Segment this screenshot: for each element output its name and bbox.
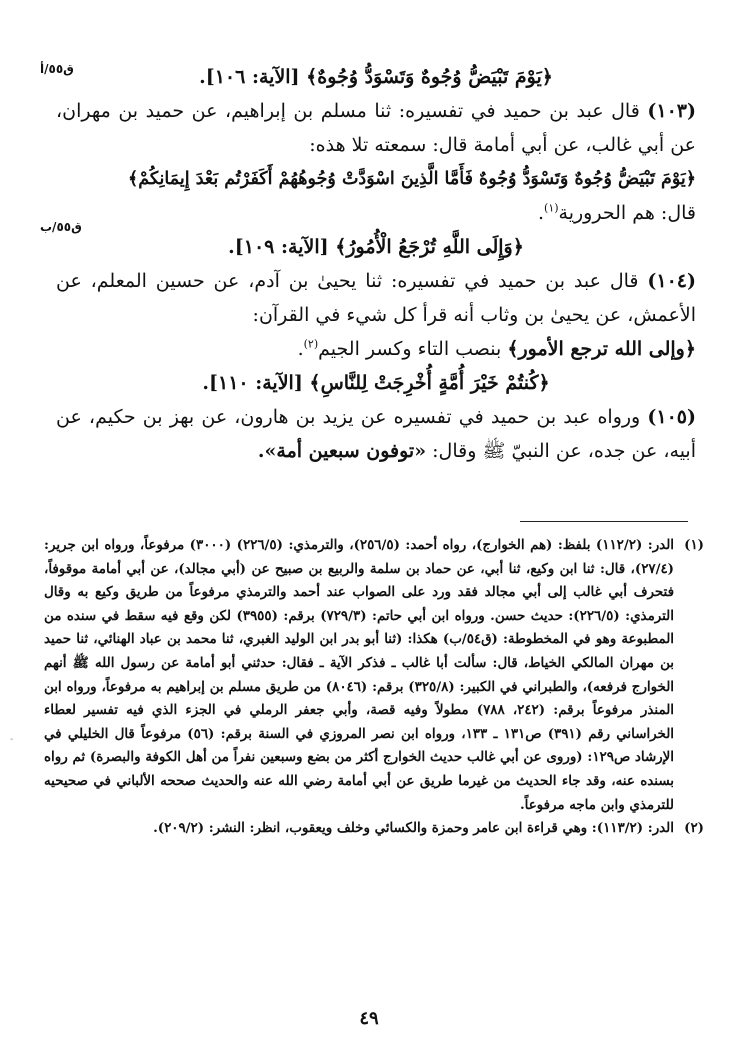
hadith-number: (١٠٥): [647, 406, 696, 428]
margin-note-folio-b: ق٥٥/ب: [40, 220, 82, 234]
commentary-text: قال: هم الحرورية: [558, 202, 696, 224]
paragraph-103: [56, 94, 696, 162]
paragraph-text: قال عبد بن حميد في تفسيره: ثنا مسلم بن إبراهيم، عن حميد بن مهران، عن أبي غالب، عن أبي أمامة قال: سمعته تلا هذه:: [56, 100, 696, 156]
quran-quote: ﴿يَوْمَ تَبْيَضُّ وُجُوهٌ وَتَسْوَدُّ وُجُوهٌ فَأَمَّا الَّذِينَ اسْوَدَّتْ وُجُوهُهُمْ أَكَفَرْتُم بَعْدَ إِيمَانِكُمْ﴾: [127, 169, 696, 189]
footnote-text: الدر: (١١٣/٢): وهي قراءة ابن عامر وحمزة والكسائي وخلف ويعقوب، انظر: النشر: (٢٠٩/٢).: [153, 820, 674, 837]
ayah-heading-109: ﴿وَإِلَى اللَّهِ تُرْجَعُ الْأُمُورُ﴾ [الآية: ١٠٩].: [228, 236, 524, 258]
main-text: [56, 60, 696, 468]
ayah-heading-110: ﴿كُنتُمْ خَيْرَ أُمَّةٍ أُخْرِجَتْ لِلنَّاسِ﴾ [الآية: ١١٠].: [202, 372, 550, 394]
quran-quote: ﴿وإلى الله ترجع الأمور﴾: [507, 338, 696, 360]
ayah-heading-106: ﴿يَوْمَ تَبْيَضُّ وُجُوهٌ وَتَسْوَدُّ وُجُوهٌ﴾ [الآية: ١٠٦].: [199, 66, 553, 88]
reading-line: ﴿وإلى الله ترجع الأمور﴾ بنصب التاء وكسر الجيم$^{(٢)}$.: [297, 337, 696, 360]
hadith-number: (١٠٣): [647, 100, 696, 122]
hadith-quote: «توفون سبعين أمة».: [257, 440, 427, 462]
commentary-line: قال: هم الحرورية$^{(١)}$.: [537, 201, 696, 224]
paragraph-text: قال عبد بن حميد في تفسيره: ثنا يحيىٰ بن آدم، عن حسين المعلم، عن الأعمش، عن يحيىٰ بن وثاب أنه قرأ كل شيء في القرآن:: [56, 270, 696, 326]
footnote-separator: [520, 521, 688, 522]
paragraph-104: [56, 264, 696, 332]
footnote-number: (٢): [684, 820, 704, 837]
paragraph-105: [56, 400, 696, 468]
paragraph-text: ورواه عبد بن حميد في تفسيره عن يزيد بن هارون، عن بهز بن حكيم، عن أبيه، عن جده، عن النبيّ ﷺ وقال:: [56, 406, 696, 462]
hadith-number: (١٠٤): [647, 270, 696, 292]
footnote-ref-1[interactable]: (١): [544, 201, 559, 215]
footnote-text: الدر: (١١٢/٢) بلفظ: (هم الخوارج)، رواه أحمد: (٢٥٦/٥)، والترمذي: (٢٢٦/٥) (٣٠٠٠) مرفوعاً، ورواه ابن جرير: (٢٧/٤)، قال: ثنا ابن وكيع، ثنا أبي، عن حماد بن سلمة والربيع بن صبيح عن (أبي مجالد)، عن أبي أمامة موقوفاً، فتحرف أبي غالب إلى أبي مجالد فقد ورد على الصواب عند أحمد والترمذي مرفوعاً من طريق وكيع به وقال الترمذي: (٢٢٦/٥): حديث حسن. ورواه ابن أبي حاتم: (٧٢٩/٣) برقم: (٣٩٥٥) لكن وقع فيه سقط في سنده من المطبوعة وهو في المخطوطة: (ق٥٤/ب) هكذا: (ثنا أبو بدر ابن الوليد الغبري، ثنا محمد بن عباد الهنائي، ثنا حميد بن مهران المالكي الخياط، قال: سألت أبا غالب ـ فذكر الآية ـ فقال: حدثني أبو أمامة عن رسول الله ﷺ أنهم الخوارج فرفعه)، والطبراني في الكبير: (٣٢٥/٨) برقم: (٨٠٤٦) من طريق مسلم بن إبراهيم به مرفوعاً، ورواه ابن المنذر مرفوعاً برقم: (٢٤٢، ٧٨٨) مطولاً وفيه قصة، وأبي جعفر الرملي في الجزء الذي فيه تفسير لعطاء الخراساني رقم (٣٩١) ص١٣١ ـ ١٣٣، ورواه ابن نصر المروزي في السنة برقم: (٥٦) مرفوعاً قال الخليلي في الإرشاد ص١٢٩: (وروى عن أبي غالب حديث الخوارج أكثر من بضع وسبعين نفراً من أهل الكوفة والبصرة) ثم رواه بسنده عنه، وقد جاء الحديث من غيرما طريق عن أبي أمامة رضي الله عنه والحديث صححه الألباني في صحيحيه للترمذي وابن ماجه مرفوعاً.: [44, 537, 675, 813]
reading-text: بنصب التاء وكسر الجيم: [318, 338, 508, 360]
footnotes: [44, 534, 704, 841]
margin-note-folio-a: ق٥٥/أ: [40, 62, 74, 76]
footnote-ref-2[interactable]: (٢): [303, 337, 319, 351]
footnote-2: [44, 817, 704, 841]
footnote-number: (١): [684, 537, 704, 553]
side-mark: -: [10, 734, 14, 745]
footnote-1: [44, 534, 704, 817]
page-number: ٤٩: [359, 1008, 379, 1029]
